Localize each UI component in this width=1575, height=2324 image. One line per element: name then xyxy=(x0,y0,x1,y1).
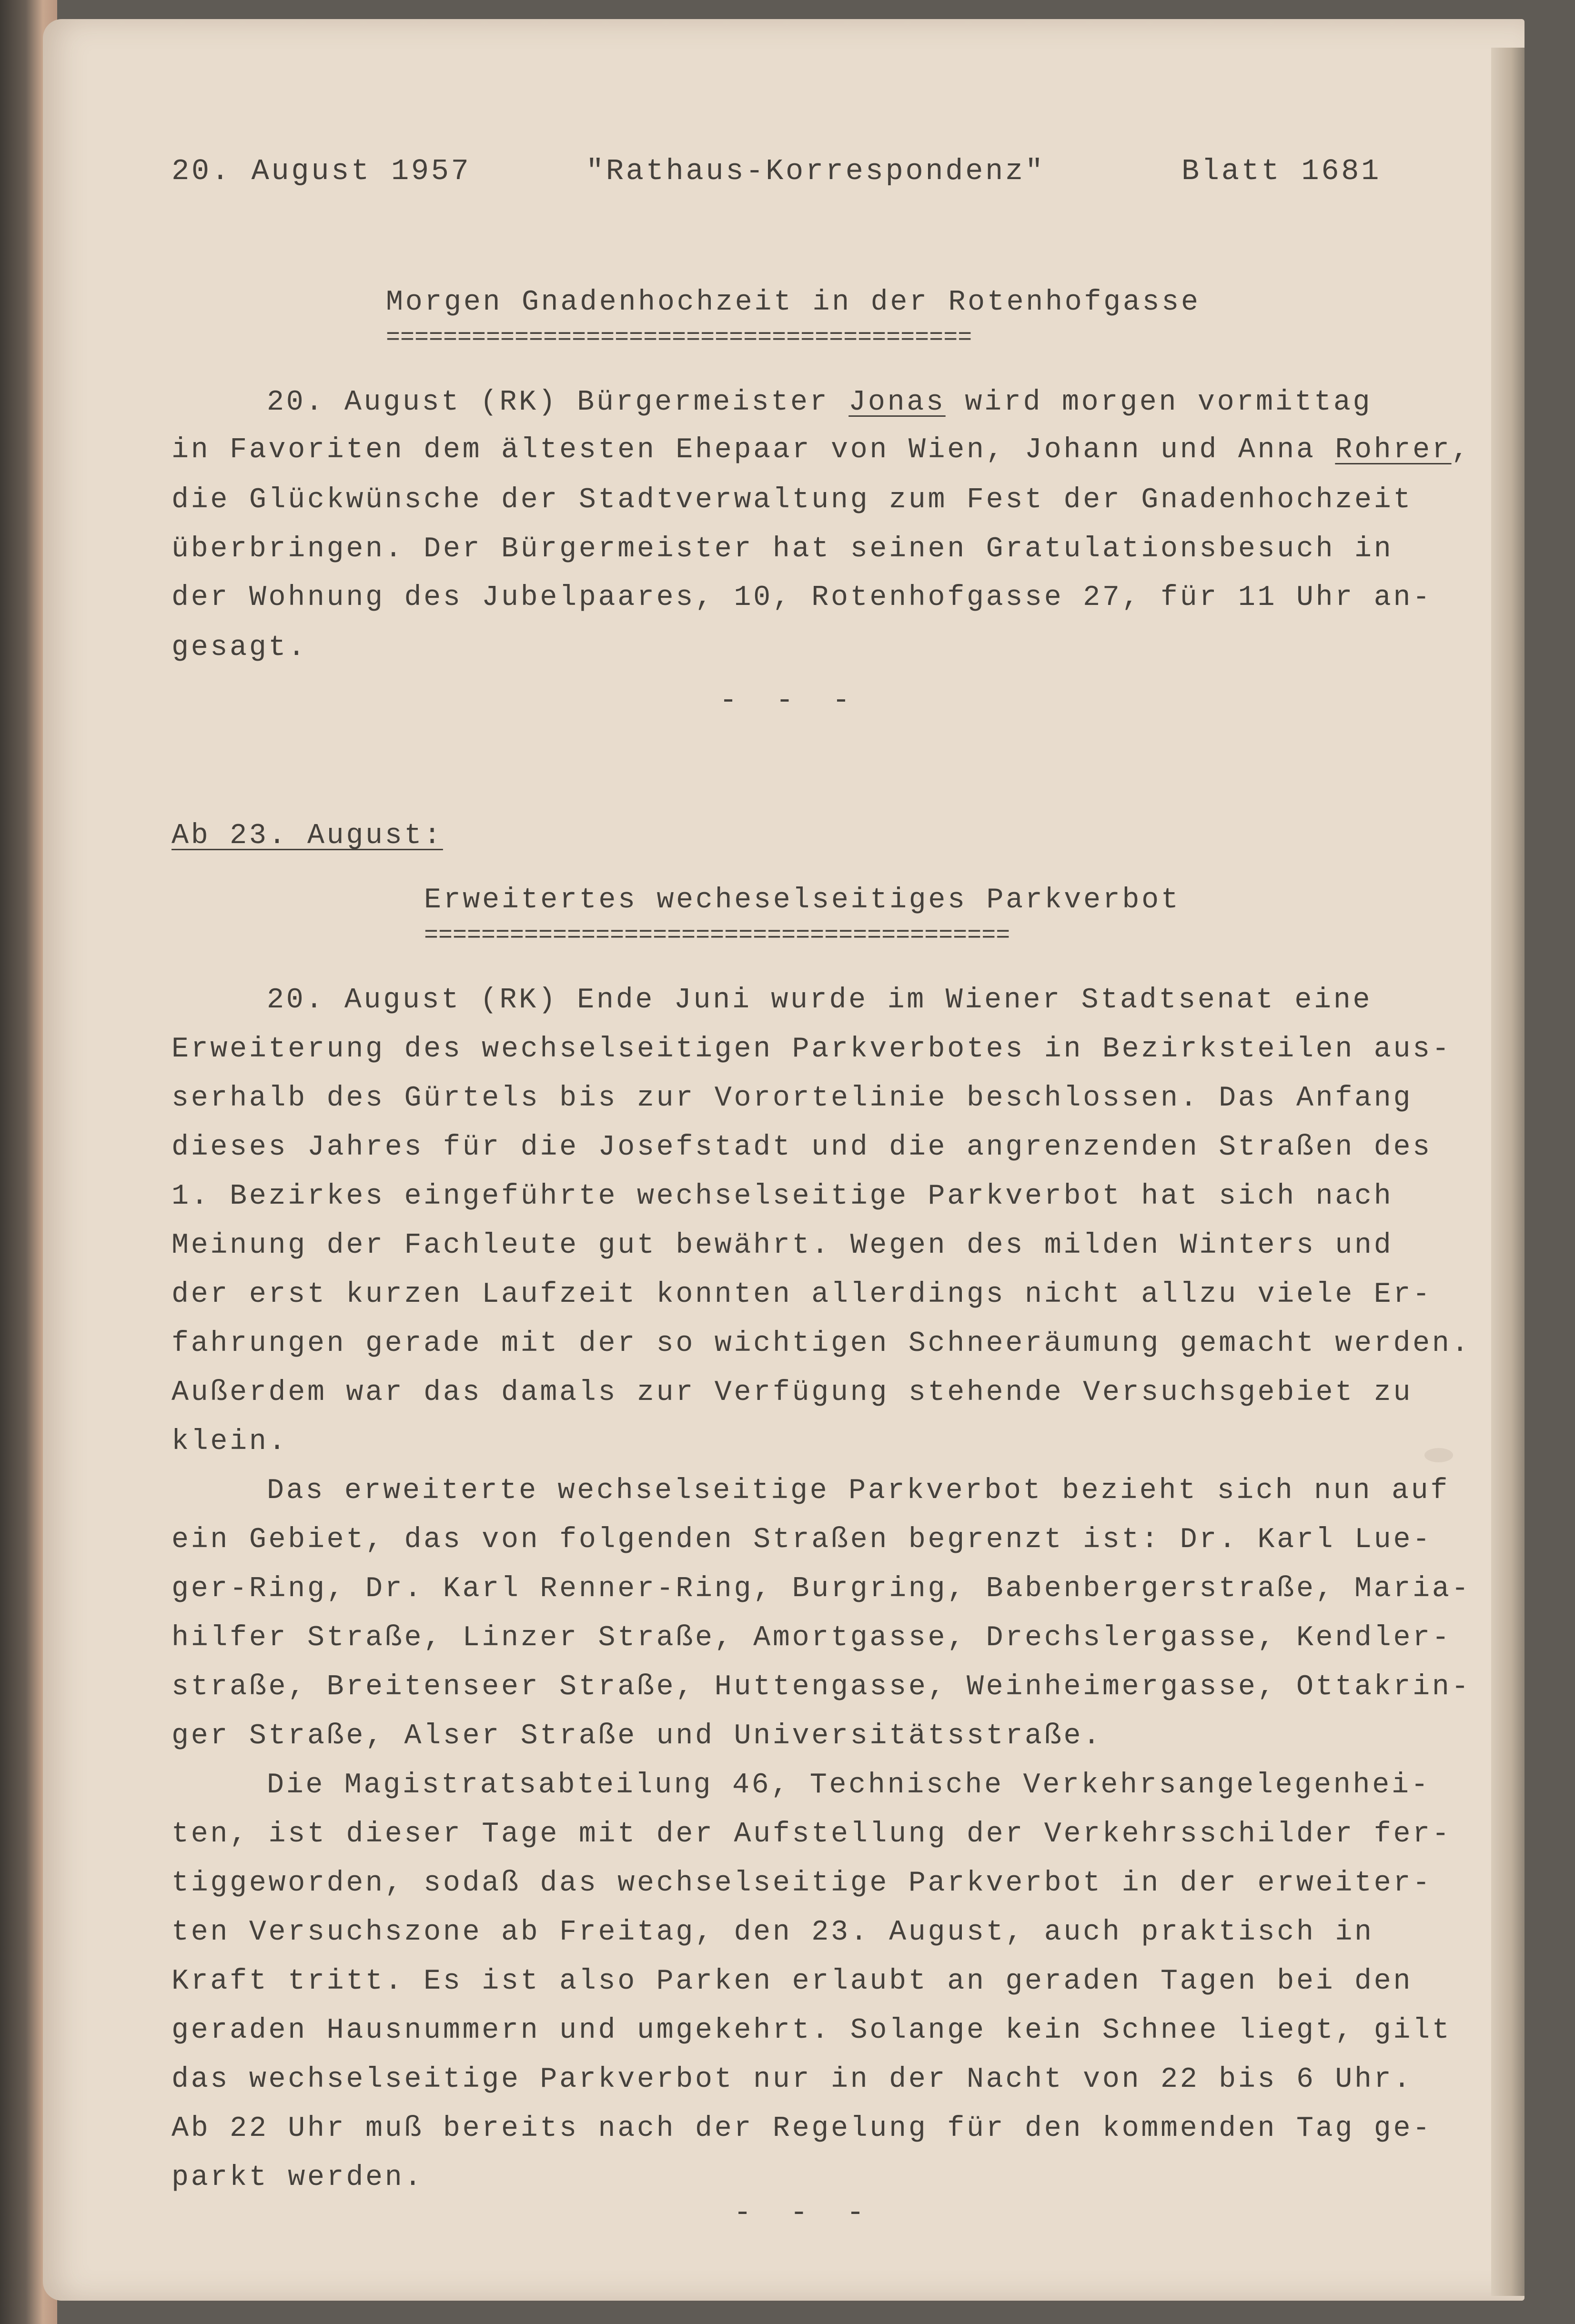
article2-p3-line-8: Ab 22 Uhr muß bereits nach der Regelung für den kommenden Tag ge- xyxy=(172,2113,1432,2145)
article2-p2-line-2: ein Gebiet, das von folgenden Straßen begrenzt ist: Dr. Karl Lue- xyxy=(172,1524,1432,1556)
article2-p2-line-5: straße, Breitenseer Straße, Huttengasse, Weinheimergasse, Ottakrin- xyxy=(172,1671,1471,1703)
article1-line-3: die Glückwünsche der Stadtverwaltung zum Fest der Gnadenhochzeit xyxy=(172,484,1413,516)
article2-p1-line-7: der erst kurzen Laufzeit konnten allerdings nicht allzu viele Er- xyxy=(172,1278,1432,1311)
paper-stain xyxy=(1424,1448,1453,1462)
paper-sheet xyxy=(43,19,1525,2301)
article1-separator: - - - xyxy=(719,684,861,717)
article2-separator: - - - xyxy=(734,2196,875,2230)
header-date: 20. August 1957 xyxy=(172,154,471,188)
article2-p3-line-4: ten Versuchszone ab Freitag, den 23. August, auch praktisch in xyxy=(172,1916,1374,1949)
article1-title-rule: ========================================= xyxy=(386,329,972,348)
article2-p1-line-10: klein. xyxy=(172,1426,288,1458)
article2-p3-line-1: Die Magistratsabteilung 46, Technische Verkehrsangelegenhei- xyxy=(267,1769,1431,1801)
article1-title: Morgen Gnadenhochzeit in der Rotenhofgasse xyxy=(386,286,1201,319)
article1-line-2 xyxy=(172,433,1471,467)
article2-p1-line-8: fahrungen gerade mit der so wichtigen Schneeräumung gemacht werden. xyxy=(172,1328,1471,1360)
article2-p3-line-3: tiggeworden, sodaß das wechselseitige Parkverbot in der erweiter- xyxy=(172,1867,1432,1900)
person-name-rohrer: Rohrer xyxy=(1335,434,1452,466)
article1-line-5: der Wohnung des Jubelpaares, 10, Rotenhofgasse 27, für 11 Uhr an- xyxy=(172,582,1432,614)
article2-p3-line-2: ten, ist dieser Tage mit der Aufstellung der Verkehrsschilder fer- xyxy=(172,1818,1452,1851)
article1-line-1 xyxy=(267,386,1372,419)
article2-p3-line-5: Kraft tritt. Es ist also Parken erlaubt an geraden Tagen bei den xyxy=(172,1965,1413,1998)
article2-title-rule: ========================================= xyxy=(424,926,1010,946)
article1-line-1-start: 20. August (RK) Bürgermeister xyxy=(267,386,849,419)
person-name-jonas: Jonas xyxy=(848,386,946,419)
article2-p3-line-7: das wechselseitige Parkverbot nur in der Nacht von 22 bis 6 Uhr. xyxy=(172,2063,1413,2096)
article2-p1-line-9: Außerdem war das damals zur Verfügung stehende Versuchsgebiet zu xyxy=(172,1377,1413,1409)
article2-p3-line-9: parkt werden. xyxy=(172,2162,424,2194)
article2-p1-line-3: serhalb des Gürtels bis zur Vorortelinie beschlossen. Das Anfang xyxy=(172,1082,1413,1115)
article2-p1-line-1: 20. August (RK) Ende Juni wurde im Wiener Stadtsenat eine xyxy=(267,984,1373,1016)
article1-line-2-end: , xyxy=(1451,434,1471,466)
article2-p2-line-4: hilfer Straße, Linzer Straße, Amortgasse, Drechslergasse, Kendler- xyxy=(172,1622,1452,1654)
article2-p1-line-2: Erweiterung des wechselseitigen Parkverbotes in Bezirksteilen aus- xyxy=(172,1033,1452,1066)
header-sheet-number: Blatt 1681 xyxy=(1181,154,1382,188)
article2-p2-line-3: ger-Ring, Dr. Karl Renner-Ring, Burgring, Babenbergerstraße, Maria- xyxy=(172,1573,1471,1605)
page-edge xyxy=(1491,48,1525,2296)
article1-line-2-start: in Favoriten dem ältesten Ehepaar von Wien, Johann und Anna xyxy=(172,434,1335,466)
article1-line-1-end: wird morgen vormittag xyxy=(945,386,1373,419)
article1-line-6: gesagt. xyxy=(172,632,307,664)
article2-p1-line-4: dieses Jahres für die Josefstadt und die angrenzenden Straßen des xyxy=(172,1131,1432,1164)
article2-kicker: Ab 23. August: xyxy=(172,820,443,852)
article2-p1-line-6: Meinung der Fachleute gut bewährt. Wegen des milden Winters und xyxy=(172,1229,1393,1262)
article2-p2-line-6: ger Straße, Alser Straße und Universitätsstraße. xyxy=(172,1720,1102,1752)
header-publication: "Rathaus-Korrespondenz" xyxy=(586,154,1045,188)
article1-line-4: überbringen. Der Bürgermeister hat seinen Gratulationsbesuch in xyxy=(172,533,1393,565)
article2-p3-line-6: geraden Hausnummern und umgekehrt. Solange kein Schnee liegt, gilt xyxy=(172,2014,1452,2047)
article2-title: Erweitertes wecheselseitiges Parkverbot xyxy=(424,884,1181,916)
article2-p2-line-1: Das erweiterte wechselseitige Parkverbot bezieht sich nun auf xyxy=(267,1475,1450,1507)
article2-p1-line-5: 1. Bezirkes eingeführte wechselseitige Parkverbot hat sich nach xyxy=(172,1180,1393,1213)
